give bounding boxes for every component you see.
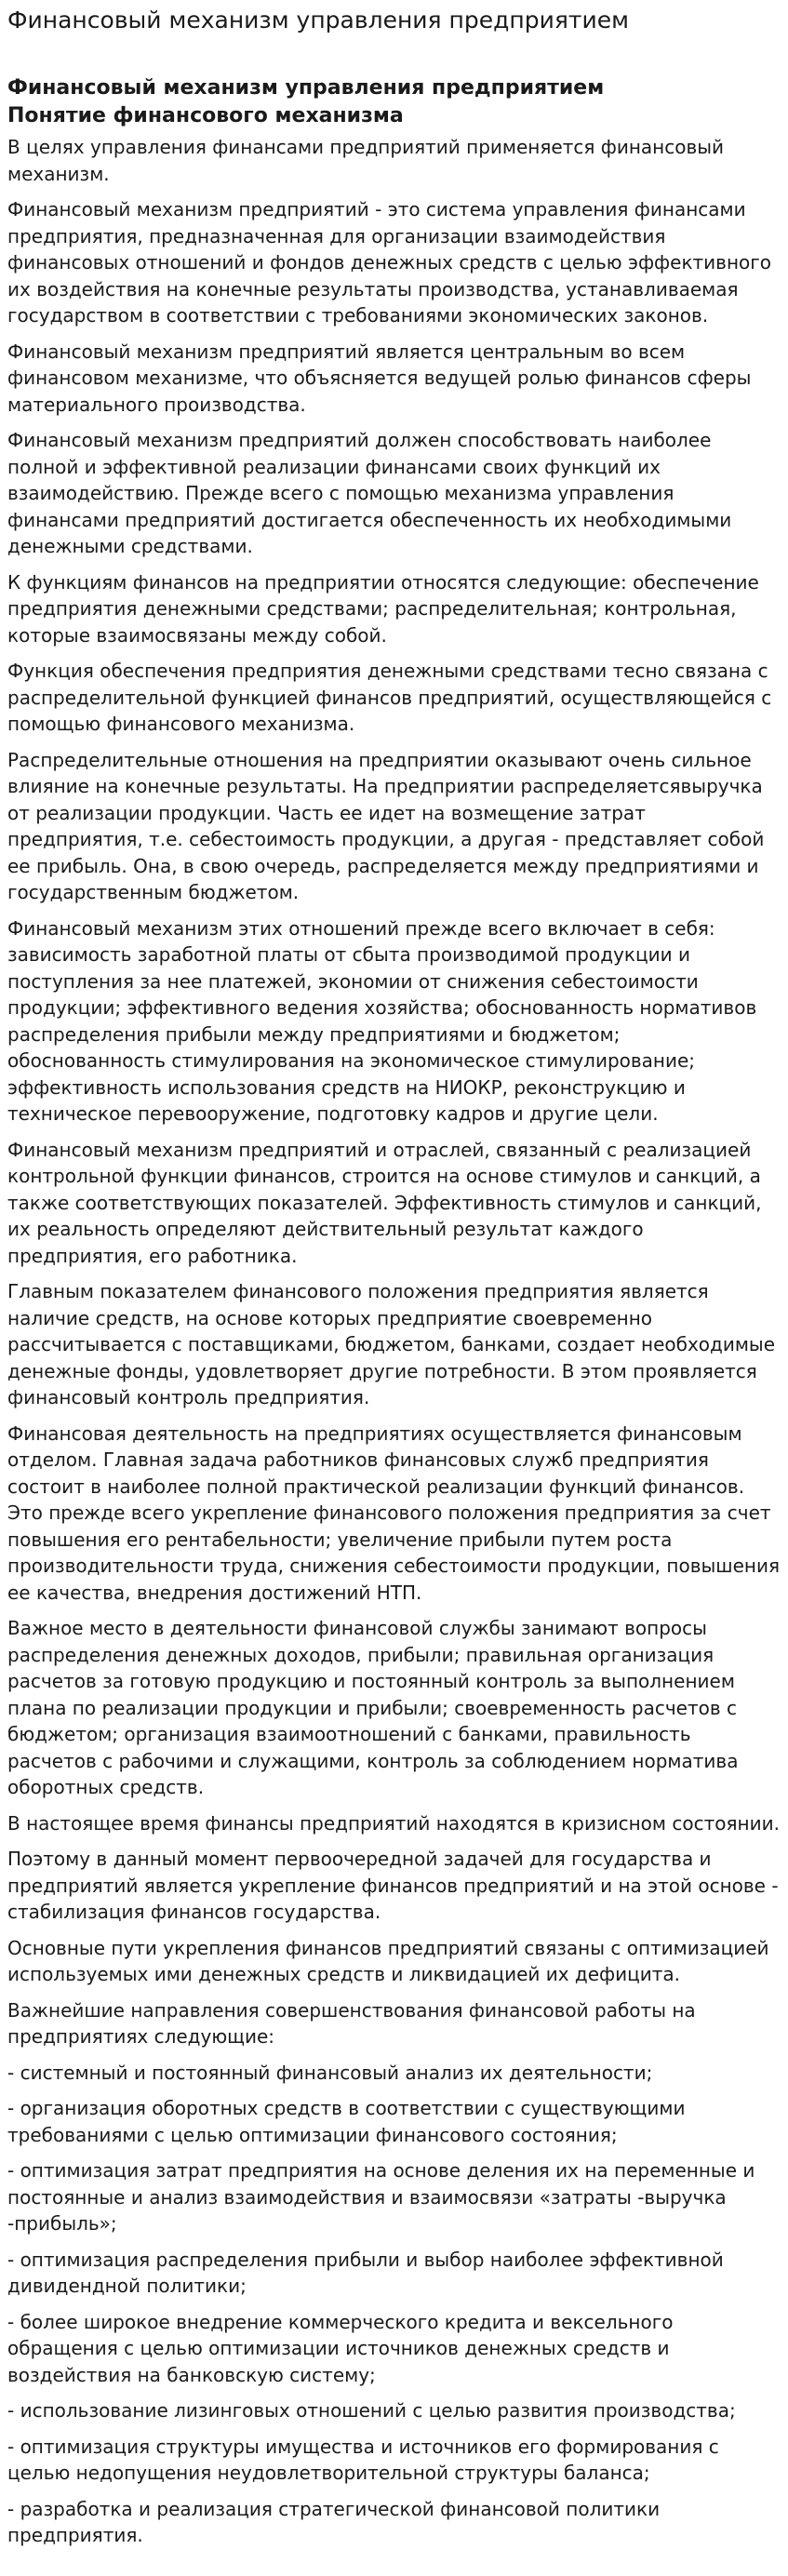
- article-heading: Финансовый механизм управления предприятием: [7, 76, 605, 100]
- paragraph: Важнейшие направления совершенствования финансовой работы на предприятиях следующие:: [7, 1998, 696, 2048]
- paragraph: Главным показателем финансового положения предприятия является наличие средств, на основе которых предприятие своевременно рассчитывается с поставщиками, бюджетом, банками, создает необходимые денежные фонды, удовлетворяет другие потребности. В этом проявляется финансовый контроль предприятия.: [7, 1280, 776, 1408]
- paragraph: - оптимизация структуры имущества и источников его формирования с целью недопущения неудовлетворительной структуры баланса;: [7, 2435, 719, 2484]
- paragraph: Распределительные отношения на предприятии оказывают очень сильное влияние на конечные результаты. На предприятии распределяетсявыручка от реализации продукции. Часть ее идет на возмещение затрат предприятия, т.е. себестоимость продукции, а другая - представляет собой ее прибыль. Она, в свою очередь, распределяется между предприятиями и государственным бюджетом.: [7, 748, 765, 903]
- paragraph: Важное место в деятельности финансовой службы занимают вопросы распределения денежных доходов, прибыли; правильная организация расчетов за готовую продукцию и постоянный контроль за выполнением плана по реализации продукции и прибыли; своевременность расчетов с бюджетом; организация взаимоотношений с банками, правильность расчетов с рабочими и служащими, контроль за соблюдением норматива оборотных средств.: [7, 1617, 739, 1798]
- document-title: Финансовый механизм управления предприятием: [7, 7, 629, 33]
- article-subheading: Понятие финансового механизма: [7, 104, 404, 127]
- paragraph: В целях управления финансами предприятий применяется финансовый механизм.: [7, 136, 725, 185]
- paragraph: Финансовый механизм предприятий является центральным во всем финансовом механизме, что объясняется ведущей ролью финансов сферы материального производства.: [7, 340, 752, 416]
- paragraph: Финансовый механизм предприятий и отраслей, связанный с реализацией контрольной функции финансов, строится на основе стимулов и санкций, а также соответствующих показателей. Эффективность стимулов и санкций, их реальность определяют действительный результат каждого предприятия, его работника.: [7, 1138, 762, 1267]
- paragraph: Финансовая деятельность на предприятиях осуществляется финансовым отделом. Главная задача работников финансовых служб предприятия состоит в наиболее полной практической реализации функций финансов. Это прежде всего укрепление финансового положения предприятия за счет повышения его рентабельности; увеличение прибыли путем роста производительности труда, снижения себестоимости продукции, повышения ее качества, внедрения достижений НТП.: [7, 1421, 780, 1604]
- paragraph: - оптимизация затрат предприятия на основе деления их на переменные и постоянные и анализ взаимодействия и взаимосвязи «затраты -выручка -прибыль»;: [7, 2159, 755, 2235]
- paragraph: - системный и постоянный финансовый анализ их деятельности;: [7, 2061, 653, 2084]
- paragraph: Основные пути укрепления финансов предприятий связаны с оптимизацией используемых ими денежных средств и ликвидацией их дефицита.: [7, 1936, 769, 1985]
- paragraph: Поэтому в данный момент первоочередной задачей для государства и предприятий является укрепление финансов предприятий и на этой основе - стабилизация финансов государства.: [7, 1848, 779, 1923]
- paragraph: - организация оборотных средств в соответствии с существующими требованиями с целью оптимизации финансового состояния;: [7, 2097, 686, 2146]
- paragraph: - разработка и реализация стратегической финансовой политики предприятия.: [7, 2497, 661, 2546]
- paragraph: Функция обеспечения предприятия денежными средствами тесно связана с распределительной функцией финансов предприятий, осуществляющейся с помощью финансового механизма.: [7, 660, 772, 735]
- paragraph: Финансовый механизм этих отношений прежде всего включает в себя: зависимость заработной платы от сбыта производимой продукции и поступления за нее платежей, экономии от снижения себестоимости продукции; эффективного ведения хозяйства; обоснованность нормативов распределения прибыли между предприятиями и бюджетом; обоснованность стимулирования на экономическое стимулирование; эффективность использования средств на НИОКР, реконструкцию и техническое перевооружение, подготовку кадров и другие цели.: [7, 916, 757, 1125]
- paragraph: - более широкое внедрение коммерческого кредита и вексельного обращения с целью оптимизации источников денежных средств и воздействия на банковскую систему;: [7, 2310, 674, 2386]
- paragraph: К функциям финансов на предприятии относятся следующие: обеспечение предприятия денежными средствами; распределительная; контрольная, которые взаимосвязаны между собой.: [7, 570, 759, 647]
- paragraph: В настоящее время финансы предприятий находятся в кризисном состоянии.: [7, 1811, 780, 1835]
- article-body: [7, 134, 781, 2549]
- paragraph: - оптимизация распределения прибыли и выбор наиболее эффективной дивидендной политики;: [7, 2248, 724, 2297]
- paragraph: Финансовый механизм предприятий - это система управления финансами предприятия, предназначенная для организации взаимодействия финансовых отношений и фондов денежных средств с целью эффективного их воздействия на конечные результаты производства, устанавливаемая государством в соответствии с требованиями экономических законов.: [7, 198, 772, 327]
- paragraph: Финансовый механизм предприятий должен способствовать наиболее полной и эффективной реализации финансами своих функций их взаимодействию. Прежде всего с помощью механизма управления финансами предприятий достигается обеспеченность их необходимыми денежными средствами.: [7, 429, 732, 557]
- paragraph: - использование лизинговых отношений с целью развития производства;: [7, 2399, 736, 2422]
